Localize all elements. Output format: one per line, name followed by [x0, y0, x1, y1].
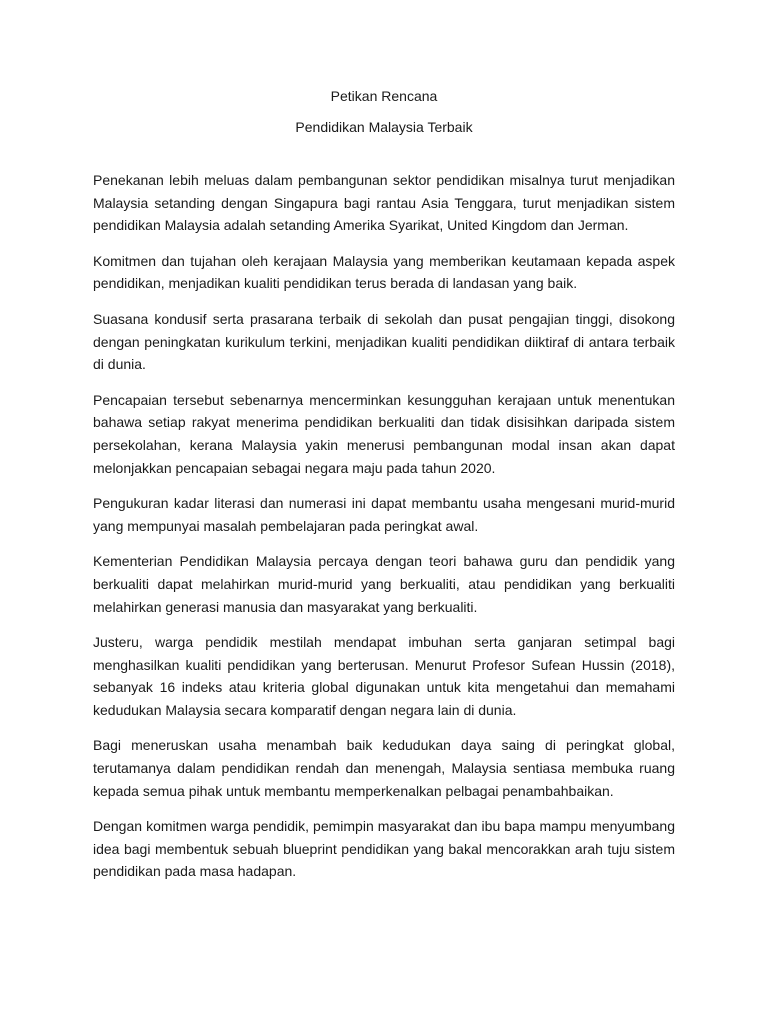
paragraph: Pengukuran kadar literasi dan numerasi ini dapat membantu usaha mengesani murid-murid yang mempunyai masalah pembelajaran pada peringkat awal. — [93, 495, 675, 534]
document-kicker: Petikan Rencana — [330, 88, 438, 104]
document-title: Pendidikan Malaysia Terbaik — [295, 119, 473, 135]
document-body — [93, 169, 675, 883]
paragraph: Justeru, warga pendidik mestilah mendapat imbuhan serta ganjaran setimpal bagi menghasilkan kualiti pendidikan yang berterusan. Menurut Profesor Sufean Hussin (2018), sebanyak 16 indeks atau kriteria global digunakan untuk kita mengetahui dan memahami kedudukan Malaysia secara komparatif dengan negara lain di dunia. — [93, 634, 675, 718]
paragraph: Bagi meneruskan usaha menambah baik kedudukan daya saing di peringkat global, terutamanya dalam pendidikan rendah dan menengah, Malaysia sentiasa membuka ruang kepada semua pihak untuk membantu memperkenalkan pelbagai penambahbaikan. — [93, 737, 675, 799]
paragraph: Komitmen dan tujahan oleh kerajaan Malaysia yang memberikan keutamaan kepada aspek pendidikan, menjadikan kualiti pendidikan terus berada di landasan yang baik. — [93, 252, 675, 292]
paragraph: Suasana kondusif serta prasarana terbaik di sekolah dan pusat pengajian tinggi, disokong dengan peningkatan kurikulum terkini, menjadikan kualiti pendidikan diiktiraf di antara terbaik di dunia. — [93, 310, 675, 373]
paragraph: Kementerian Pendidikan Malaysia percaya dengan teori bahawa guru dan pendidik yang berkualiti dapat melahirkan murid-murid yang berkualiti, atau pendidikan yang berkualiti melahirkan generasi manusia dan masyarakat yang berkualiti. — [93, 553, 675, 615]
paragraph: Pencapaian tersebut sebenarnya mencerminkan kesungguhan kerajaan untuk menentukan bahawa setiap rakyat menerima pendidikan berkualiti dan tidak disisihkan daripada sistem persekolahan, kerana Malaysia yakin menerusi pembangunan modal insan akan dapat melonjakkan pencapaian sebagai negara maju pada tahun 2020. — [93, 391, 675, 476]
paragraph: Penekanan lebih meluas dalam pembangunan sektor pendidikan misalnya turut menjadikan Malaysia setanding dengan Singapura bagi rantau Asia Tenggara, turut menjadikan sistem pendidikan Malaysia adalah setanding Amerika Syarikat, United Kingdom dan Jerman. — [93, 172, 675, 234]
paragraph: Dengan komitmen warga pendidik, pemimpin masyarakat dan ibu bapa mampu menyumbang idea bagi membentuk sebuah blueprint pendidikan yang bakal mencorakkan arah tuju sistem pendidikan pada masa hadapan. — [93, 818, 675, 880]
